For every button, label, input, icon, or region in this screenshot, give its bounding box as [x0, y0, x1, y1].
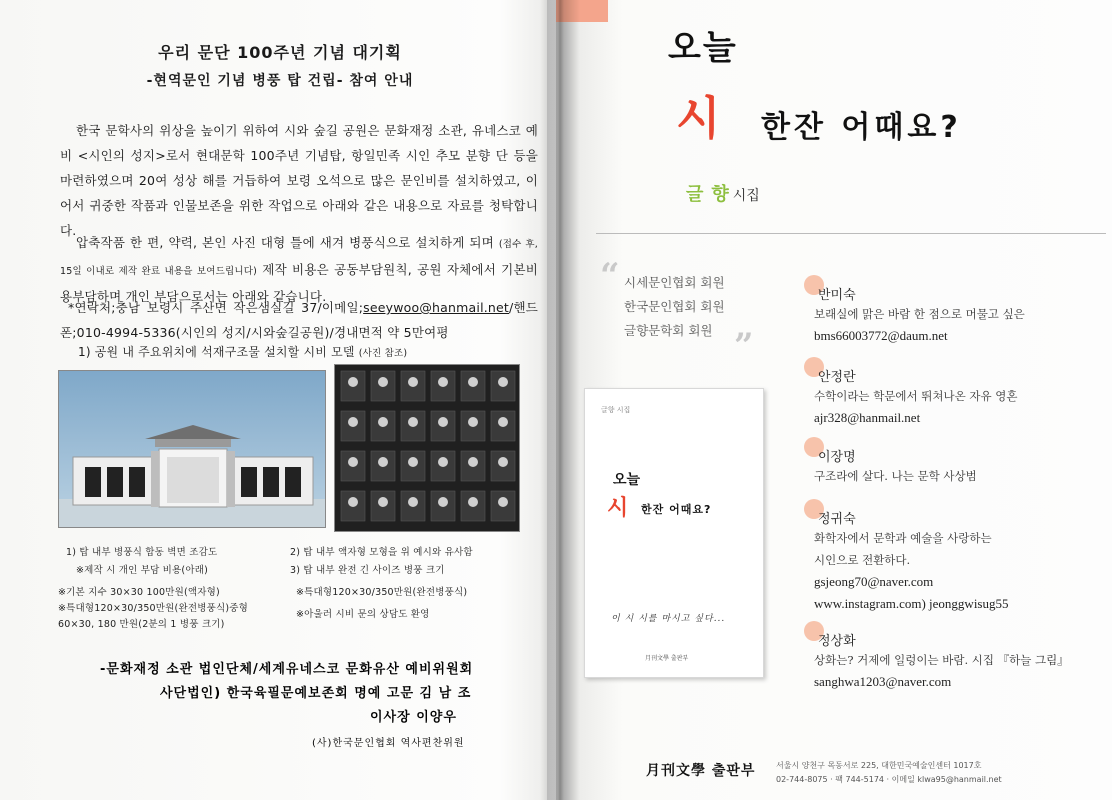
poet-entry-2	[814, 366, 1104, 429]
poet-entry-1	[814, 284, 1104, 347]
poet-entry-4	[814, 508, 1104, 615]
book-cover	[584, 388, 764, 678]
caption-4: 3) 탑 내부 완전 긴 사이즈 병풍 크기	[290, 565, 445, 576]
caption-5: ※기본 지수 30×30 100만원(액자형)	[58, 587, 220, 598]
poet-name: 안정란	[818, 370, 856, 385]
association-2: 한국문인협회 회원	[624, 299, 725, 314]
poet-name: 이장명	[818, 450, 856, 465]
byline-hyang: 향	[711, 184, 729, 205]
book-cover-title-1: 오늘	[613, 472, 641, 488]
contact-paragraph	[60, 295, 538, 345]
poet-bio: 구조라에 살다. 나는 문학 사상범	[814, 469, 977, 483]
signature-line-2: 사단법인) 한국육필문예보존회 명예 고문 김 남 조	[160, 686, 472, 701]
divider	[596, 233, 1106, 234]
signature-line-1: -문화재정 소관 법인단체/세계유네스코 문화유산 예비위원회	[100, 662, 474, 677]
poet-instagram[interactable]: www.instagram.com) jeonggwisug55	[814, 596, 1009, 611]
address-line-2: 02-744-8075 · 팩 744-5174 · 이메일 klwa95@hanmail.net	[776, 775, 1002, 784]
poet-bio: 상화는? 거제에 일렁이는 바람. 시집 『하늘 그림』	[814, 653, 1069, 667]
page-subtitle: -현역문인 기념 병풍 탑 건립- 참여 안내	[146, 73, 414, 89]
association-1: 시세문인협회 회원	[624, 275, 725, 290]
right-page	[556, 0, 1112, 800]
poet-bio: 시인으로 전환하다.	[814, 553, 911, 567]
book-cover-title-si: 시	[607, 496, 629, 521]
byline	[686, 180, 760, 206]
heading-question: 한잔 어때요?	[761, 110, 962, 145]
poet-name: 반미숙	[818, 288, 856, 303]
cost-note: (접수 후, 15일 이내로 제작 완료 내용을 보여드립니다)	[60, 239, 538, 277]
cost-text-b: 제작 비용은 공동부담원칙, 공원 자체에서 기본비용부담하며 개인 부담으로서는 아래와 같습니다.	[60, 262, 539, 304]
poet-bio: 수학이라는 학문에서 뛰쳐나온 자유 영혼	[814, 389, 1018, 403]
portrait-grid-illustration	[335, 365, 520, 532]
caption-8: ※특대형120×30/350만원(완전병풍식)	[296, 587, 468, 598]
monument-photo	[58, 370, 326, 528]
association-3: 글향문학회 회원	[624, 323, 713, 338]
gutter-shadow	[540, 0, 580, 800]
contact-text-b: /핸드폰;010-4994-5336(시인의 성지/시와숲길공원)/경내면적 약 5만여평	[60, 300, 538, 340]
book-cover-label: 글향 시집	[601, 406, 631, 414]
contact-text-a: *연락처;충남 보령시 주산면 작은샘실길 37/이메일;	[68, 300, 364, 315]
poet-email[interactable]: ajr328@hanmail.net	[814, 410, 921, 425]
byline-collection: 시집	[732, 188, 760, 204]
book-cover-title-2: 한잔 어때요?	[641, 503, 712, 516]
publisher-logo: 月刊文學 출판부	[646, 763, 756, 779]
poet-email[interactable]: gsjeong70@naver.com	[814, 574, 934, 589]
caption-6: ※특대형120×30/350만원(완전병풍식)중형	[58, 603, 249, 614]
poet-bio: 보래실에 맑은 바람 한 점으로 머물고 싶은	[814, 307, 1025, 321]
cost-text-a: 압축작품 한 편, 약력, 본인 사진 대형 틀에 새겨 병풍식으로 설치하게 되며	[76, 235, 494, 250]
heading-today: 오늘	[668, 28, 738, 68]
signature-line-4: (사)한국문인협회 역사편찬위원	[312, 738, 465, 749]
caption-7: 60×30, 180 만원(2분의 1 병풍 크기)	[58, 619, 225, 630]
item1-text: 1) 공원 내 주요위치에 석재구조물 설치할 시비 모델	[78, 345, 355, 359]
item1-note: (사진 참조)	[358, 348, 408, 359]
book-cover-publisher: 月刊文學 출판부	[645, 655, 689, 662]
page-title: 우리 문단 100주년 기념 대기획	[158, 43, 402, 62]
book-cover-script: 이 시 시를 마시고 싶다...	[611, 614, 726, 624]
poet-name: 정상화	[818, 634, 856, 649]
poet-entry-3	[814, 446, 1104, 487]
open-quote-icon: “	[600, 256, 620, 296]
byline-geul: 글	[686, 184, 704, 205]
contact-email-link[interactable]: seeywoo@hanmail.net	[363, 300, 510, 315]
poet-email[interactable]: bms66003772@daum.net	[814, 328, 948, 343]
poet-email[interactable]: sanghwa1203@naver.com	[814, 674, 952, 689]
signature-line-3: 이사장 이양우	[370, 710, 457, 725]
caption-3: 2) 탑 내부 액자형 모형을 위 예시와 유사함	[290, 547, 473, 558]
monument-illustration	[59, 371, 326, 528]
poet-entry-5	[814, 630, 1104, 693]
close-quote-icon: ”	[734, 326, 754, 366]
address-line-1: 서울시 양천구 목동서로 225, 대한민국예술인센터 1017호	[776, 761, 982, 770]
portrait-wall-photo	[334, 364, 520, 532]
poet-name: 정귀숙	[818, 512, 856, 527]
caption-2: ※제작 시 개인 부담 비용(아래)	[76, 565, 208, 576]
heading-poem: 시	[676, 91, 721, 145]
publisher-address	[776, 759, 1076, 787]
poet-bio: 화학자에서 문학과 예술을 사랑하는	[814, 531, 992, 545]
caption-1: 1) 탑 내부 병풍식 합동 벽면 조감도	[66, 547, 218, 558]
caption-9: ※아울러 시비 문의 상담도 환영	[296, 609, 430, 620]
item1-heading	[78, 340, 556, 366]
intro-paragraph: 한국 문학사의 위상을 높이기 위하여 시와 숲길 공원은 문화재정 소관, 유네스코 예비 <시인의 성지>로서 현대문학 100주년 기념탑, 항일민족 시인 추모 분향 단 등을 마련하였으며 20여 성상 해를 거듭하여 보령 오석으로 많은 문인비를 설치하였고, 이어서 귀중한 작품과 인물보존을 위한 작업으로 아래와 같은 내용으로 자료를 청탁합니다.	[60, 123, 538, 238]
